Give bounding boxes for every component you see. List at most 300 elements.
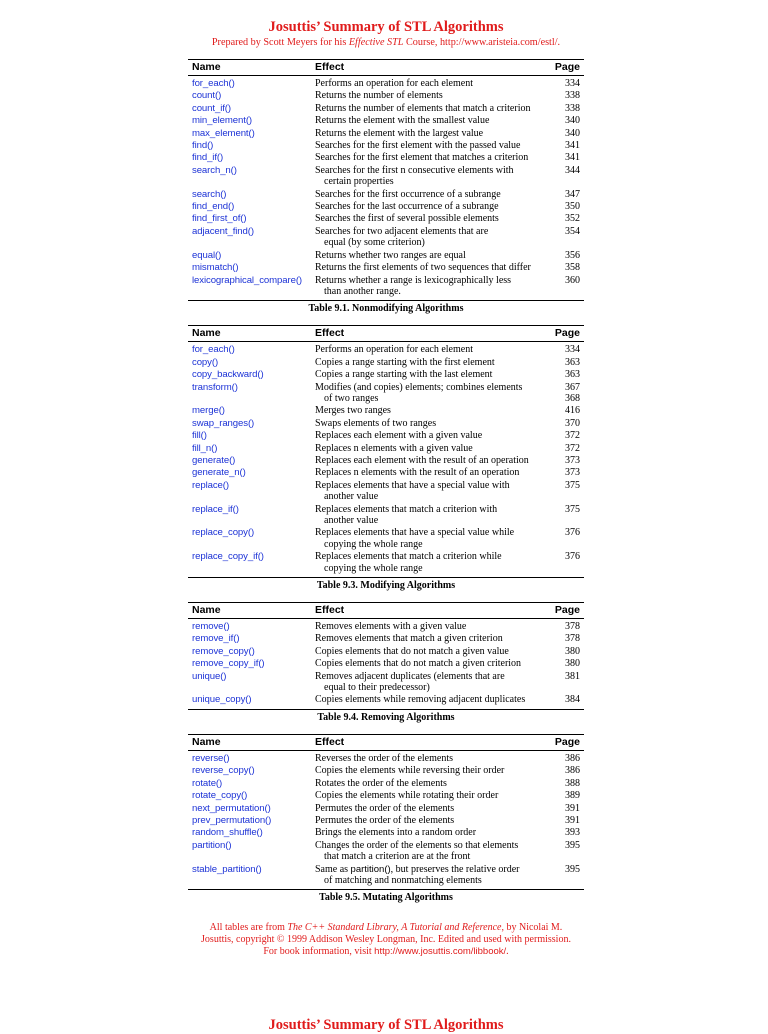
page-number: [550, 467, 584, 478]
page-number: [550, 262, 584, 273]
column-header-name: Name: [192, 61, 221, 73]
column-header-page: Page: [554, 735, 580, 748]
effect-text: Removes elements with a given value: [315, 621, 467, 633]
algorithm-effect: [315, 753, 550, 764]
page-number: [550, 152, 584, 163]
algorithm-name[interactable]: reverse(): [192, 752, 230, 764]
effect-text: Brings the elements into a random order: [315, 827, 477, 839]
algorithm-effect: [315, 504, 550, 527]
algorithm-name[interactable]: adjacent_find(): [192, 225, 254, 237]
algorithm-name[interactable]: find_if(): [192, 152, 224, 164]
page-number: [550, 480, 584, 503]
table-row: [188, 103, 584, 114]
page-number: [550, 165, 584, 188]
page-number: [550, 551, 584, 574]
page-number-value: 386: [565, 752, 580, 764]
algorithm-effect: [315, 827, 550, 838]
table-row: [188, 815, 584, 826]
page-number-value: 381: [565, 670, 580, 682]
page-number: [550, 864, 584, 887]
page-number-value: 416: [565, 405, 580, 417]
table-caption: Table 9.5. Mutating Algorithms: [319, 892, 453, 904]
algorithm-effect: [315, 840, 550, 863]
table-row: [188, 357, 584, 368]
algorithm-effect: [315, 262, 550, 273]
page-number-value: 372: [565, 430, 580, 442]
effect-text: Searches for the first element with the passed value: [315, 140, 521, 152]
effect-text: Searches for the last occurrence of a subrange: [315, 201, 499, 213]
page-number: [550, 790, 584, 801]
effect-text: Replaces n elements with a given value: [315, 442, 473, 454]
column-header-effect: Effect: [315, 604, 345, 617]
page-number-value: 338: [565, 90, 580, 102]
effect-text: Removes adjacent duplicates (elements that are: [315, 670, 505, 682]
page-number: [550, 128, 584, 139]
algorithm-name[interactable]: min_element(): [192, 115, 253, 127]
page-number: [550, 778, 584, 789]
algorithm-effect: [315, 455, 550, 466]
page-number-value: 378: [565, 633, 580, 645]
algorithm-name[interactable]: random_shuffle(): [192, 827, 263, 839]
table-row: [188, 382, 584, 405]
effect-text: Searches for the first element that matches a criterion: [315, 152, 529, 164]
effect-text: Performs an operation for each element: [315, 344, 473, 356]
effect-text-continuation: copying the whole range: [324, 538, 423, 550]
effect-text: Removes elements that match a given criterion: [315, 633, 503, 645]
page-number-value: 378: [565, 621, 580, 633]
table-row: [188, 753, 584, 764]
algorithm-effect: [315, 658, 550, 669]
page-number-value: 395: [565, 839, 580, 851]
table-row: [188, 165, 584, 188]
algorithm-effect: [315, 189, 550, 200]
table-row: [188, 778, 584, 789]
table-row: [188, 527, 584, 550]
page-number-value: 341: [565, 152, 580, 164]
algorithm-effect: [315, 864, 550, 887]
page-number-value: 373: [565, 467, 580, 479]
algorithm-effect: [315, 250, 550, 261]
algorithm-name[interactable]: copy_backward(): [192, 369, 264, 381]
algorithm-effect: [315, 405, 550, 416]
algorithm-table: [188, 325, 584, 592]
table-row: [188, 790, 584, 801]
table-caption: Table 9.4. Removing Algorithms: [317, 711, 455, 723]
algorithm-name[interactable]: max_element(): [192, 127, 255, 139]
effect-text: Replaces elements that have a special value with: [315, 479, 510, 491]
algorithm-name[interactable]: transform(): [192, 381, 238, 393]
table-row: [188, 480, 584, 503]
column-header-name: Name: [192, 735, 221, 748]
algorithm-effect: [315, 621, 550, 632]
column-header-effect: Effect: [315, 61, 345, 73]
algorithm-name[interactable]: replace_if(): [192, 503, 239, 515]
algorithm-effect: [315, 213, 550, 224]
algorithm-effect: [315, 790, 550, 801]
effect-text: Changes the order of the elements so that elements: [315, 839, 519, 851]
page-number-value: 360: [565, 274, 580, 286]
algorithm-effect: [315, 778, 550, 789]
algorithm-name[interactable]: generate_n(): [192, 467, 246, 479]
effect-text-continuation: equal (by some criterion): [324, 237, 425, 249]
page-number: [550, 803, 584, 814]
table-body: [188, 751, 584, 890]
page-number-value: 340: [565, 127, 580, 139]
table-row: [188, 467, 584, 478]
table-row: [188, 405, 584, 416]
table-row: [188, 765, 584, 776]
effect-text: Returns whether a range is lexicographically less: [315, 274, 512, 286]
effect-text-continuation: another value: [324, 491, 379, 503]
algorithm-effect: [315, 430, 550, 441]
effect-text: , but preserves the relative order: [390, 863, 520, 875]
page-number-value: 363: [565, 369, 580, 381]
page-number-value: 373: [565, 454, 580, 466]
effect-text: Reverses the order of the elements: [315, 752, 454, 764]
page-number-value: 334: [565, 344, 580, 356]
effect-text-continuation: of two ranges: [324, 392, 379, 404]
page-number: [550, 455, 584, 466]
footer-line-3-prefix: For book information, visit: [263, 946, 375, 958]
effect-text: Copies the elements while reversing their order: [315, 765, 505, 777]
page-number: [550, 213, 584, 224]
page-number-value: 393: [565, 827, 580, 839]
algorithm-name[interactable]: merge(): [192, 405, 225, 417]
page-number: [550, 840, 584, 863]
table-row: [188, 189, 584, 200]
algorithm-name[interactable]: remove_copy(): [192, 645, 255, 657]
algorithm-name[interactable]: replace_copy_if(): [192, 551, 264, 563]
column-header-name: Name: [192, 327, 221, 340]
table-header: [188, 325, 584, 342]
footer-line-3: [188, 946, 584, 958]
page-number: [550, 103, 584, 114]
page-number-value: 375: [565, 503, 580, 515]
page-number-value: 372: [565, 442, 580, 454]
algorithm-name[interactable]: equal(): [192, 249, 222, 261]
algorithm-name[interactable]: remove_copy_if(): [192, 658, 265, 670]
algorithm-effect: [315, 275, 550, 298]
effect-text-prefix: Same as: [315, 863, 351, 875]
effect-text-continuation: certain properties: [324, 176, 394, 188]
algorithm-name[interactable]: reverse_copy(): [192, 765, 255, 777]
page-number-value: 356: [565, 249, 580, 261]
algorithm-name[interactable]: unique(): [192, 670, 227, 682]
table-row: [188, 115, 584, 126]
document-footer: [188, 922, 584, 958]
effect-text: Replaces n elements with the result of an operation: [315, 467, 520, 479]
algorithm-name[interactable]: rotate(): [192, 777, 223, 789]
page-number-value: 388: [565, 777, 580, 789]
footer-line-1-suffix: , by Nicolai M.: [501, 922, 563, 934]
algorithm-name[interactable]: replace(): [192, 479, 229, 491]
subtitle-prefix: Prepared by Scott Meyers for his: [211, 37, 349, 48]
table-row: [188, 504, 584, 527]
effect-text: Returns the element with the smallest value: [315, 115, 490, 127]
page-number-value: 389: [565, 790, 580, 802]
table-row: [188, 840, 584, 863]
algorithm-name[interactable]: rotate_copy(): [192, 790, 248, 802]
next-page-title: Josuttis’ Summary of STL Algorithms: [268, 1017, 504, 1033]
column-header-page: Page: [554, 327, 580, 340]
algorithm-effect: [315, 467, 550, 478]
table-row: [188, 430, 584, 441]
page-number-value: 347: [565, 188, 580, 200]
column-header-effect: Effect: [315, 327, 345, 340]
algorithm-name[interactable]: swap_ranges(): [192, 417, 255, 429]
column-header-effect: Effect: [315, 735, 345, 748]
effect-text: Copies elements that do not match a given criterion: [315, 658, 522, 670]
algorithm-name[interactable]: next_permutation(): [192, 802, 271, 814]
table-row: [188, 344, 584, 355]
footer-book-link[interactable]: http://www.josuttis.com/libbook/: [374, 946, 507, 958]
table-row: [188, 226, 584, 249]
algorithm-effect: [315, 128, 550, 139]
table-row: [188, 621, 584, 632]
page-number: [550, 418, 584, 429]
page-number-value: 386: [565, 765, 580, 777]
table-row: [188, 262, 584, 273]
page-number: [550, 90, 584, 101]
table-header: [188, 59, 584, 76]
page-number: [550, 250, 584, 261]
page-number: [550, 405, 584, 416]
effect-text-continuation: that match a criterion are at the front: [324, 851, 471, 863]
algorithm-name[interactable]: prev_permutation(): [192, 814, 272, 826]
page-number-value: 384: [565, 694, 580, 706]
effect-text-continuation: of matching and nonmatching elements: [324, 874, 482, 886]
page-number: [550, 344, 584, 355]
effect-text: Modifies (and copies) elements; combines elements: [315, 381, 523, 393]
page-number: [550, 527, 584, 550]
page-number-value: 344: [565, 164, 580, 176]
algorithm-effect: [315, 201, 550, 212]
algorithm-name[interactable]: find_first_of(): [192, 213, 247, 225]
page-number-value: 376: [565, 551, 580, 563]
document-page: [188, 18, 584, 958]
page-number-value: 376: [565, 527, 580, 539]
table-body: [188, 76, 584, 301]
algorithm-effect: [315, 646, 550, 657]
page-number-value: 363: [565, 356, 580, 368]
algorithm-name[interactable]: copy(): [192, 356, 219, 368]
page-number: [550, 646, 584, 657]
table-row: [188, 671, 584, 694]
page-number: [550, 753, 584, 764]
table-body: [188, 342, 584, 578]
algorithm-name[interactable]: for_each(): [192, 344, 235, 356]
page-number: [550, 633, 584, 644]
page-number-value: 350: [565, 201, 580, 213]
algorithm-name[interactable]: remove(): [192, 621, 230, 633]
effect-text-continuation: than another range.: [324, 285, 401, 297]
page-number: [550, 430, 584, 441]
algorithm-name[interactable]: partition(): [192, 839, 232, 851]
algorithm-name[interactable]: lexicographical_compare(): [192, 274, 303, 286]
table-row: [188, 633, 584, 644]
page-number: [550, 765, 584, 776]
page-number-value: 380: [565, 658, 580, 670]
algorithm-name[interactable]: for_each(): [192, 78, 235, 89]
page-number-value: 367: [565, 381, 580, 393]
subtitle-suffix: Course, http://www.aristeia.com/estl/.: [403, 37, 561, 48]
effect-text: Copies the elements while rotating their order: [315, 790, 499, 802]
effect-text: Permutes the order of the elements: [315, 802, 455, 814]
algorithm-name[interactable]: stable_partition(): [192, 863, 262, 875]
table-header: [188, 602, 584, 619]
column-header-name: Name: [192, 604, 221, 617]
algorithm-effect: [315, 115, 550, 126]
page-number: [550, 226, 584, 249]
table-row: [188, 443, 584, 454]
page-number: [550, 357, 584, 368]
page-number: [550, 275, 584, 298]
table-row: [188, 152, 584, 163]
algorithm-effect: [315, 527, 550, 550]
table-row: [188, 140, 584, 151]
table-row: [188, 551, 584, 574]
table-row: [188, 864, 584, 887]
algorithm-effect: [315, 443, 550, 454]
table-caption: Table 9.1. Nonmodifying Algorithms: [308, 303, 464, 315]
effect-text: Replaces elements that have a special value while: [315, 527, 515, 539]
effect-text: Returns the number of elements that match a criterion: [315, 102, 531, 114]
algorithm-effect: [315, 140, 550, 151]
page-number-value: 352: [565, 213, 580, 225]
page-number: [550, 504, 584, 527]
table-row: [188, 369, 584, 380]
table-row: [188, 250, 584, 261]
page-number-value: 391: [565, 802, 580, 814]
algorithm-effect: [315, 815, 550, 826]
table-row: [188, 128, 584, 139]
algorithm-effect: [315, 165, 550, 188]
algorithm-name[interactable]: generate(): [192, 454, 236, 466]
page-number-value: 338: [565, 102, 580, 114]
algorithm-effect: [315, 803, 550, 814]
algorithm-name[interactable]: remove_if(): [192, 633, 240, 645]
algorithm-effect: [315, 78, 550, 89]
table-row: [188, 658, 584, 669]
algorithm-name[interactable]: search(): [192, 188, 227, 200]
effect-text: Searches the first of several possible elements: [315, 213, 499, 225]
algorithm-name[interactable]: replace_copy(): [192, 527, 255, 539]
effect-text: Performs an operation for each element: [315, 78, 473, 89]
algorithm-effect: [315, 671, 550, 694]
page-number: [550, 78, 584, 89]
algorithm-table: [188, 59, 584, 315]
page-number: [550, 827, 584, 838]
page-number: [550, 201, 584, 212]
page-number-value: 391: [565, 814, 580, 826]
table-row: [188, 803, 584, 814]
effect-text: Returns the number of elements: [315, 90, 443, 102]
effect-text: Searches for two adjacent elements that are: [315, 225, 489, 237]
algorithm-name[interactable]: mismatch(): [192, 262, 239, 274]
algorithm-name[interactable]: fill(): [192, 430, 207, 442]
column-header-page: Page: [554, 61, 580, 73]
effect-code-reference: partition(): [350, 863, 391, 875]
page-number-value: 370: [565, 417, 580, 429]
effect-text: Searches for the first occurrence of a subrange: [315, 188, 501, 200]
algorithm-name[interactable]: fill_n(): [192, 442, 218, 454]
effect-text: Returns the element with the largest value: [315, 127, 484, 139]
footer-line-1: [188, 922, 584, 934]
algorithm-effect: [315, 694, 550, 705]
column-header-page: Page: [554, 604, 580, 617]
effect-text: Replaces each element with a given value: [315, 430, 483, 442]
page-number-value: 334: [565, 78, 580, 89]
table-row: [188, 694, 584, 705]
page-number-value: 395: [565, 863, 580, 875]
algorithm-effect: [315, 480, 550, 503]
effect-text: Copies a range starting with the first element: [315, 356, 495, 368]
effect-text: Swaps elements of two ranges: [315, 417, 437, 429]
effect-text: Searches for the first n consecutive elements with: [315, 164, 514, 176]
algorithm-name[interactable]: search_n(): [192, 164, 237, 176]
table-row: [188, 201, 584, 212]
footer-line-2: Josuttis, copyright © 1999 Addison Wesley Longman, Inc. Edited and used with permission.: [201, 934, 571, 946]
tables-container: [188, 59, 584, 904]
effect-text: Returns the first elements of two sequences that differ: [315, 262, 531, 274]
table-row: [188, 90, 584, 101]
effect-text: Copies elements while removing adjacent duplicates: [315, 694, 526, 706]
effect-text: Replaces elements that match a criterion while: [315, 551, 502, 563]
table-body: [188, 619, 584, 710]
page-number-value: 341: [565, 140, 580, 152]
table-header: [188, 734, 584, 751]
algorithm-table: [188, 734, 584, 904]
algorithm-effect: [315, 226, 550, 249]
table-caption: Table 9.3. Modifying Algorithms: [316, 580, 456, 592]
footer-line-3-suffix: .: [506, 946, 509, 958]
page-number-value: 340: [565, 115, 580, 127]
page-number: [550, 443, 584, 454]
effect-text: Permutes the order of the elements: [315, 814, 455, 826]
effect-text: Returns whether two ranges are equal: [315, 249, 466, 261]
algorithm-name[interactable]: find_end(): [192, 201, 235, 213]
algorithm-effect: [315, 765, 550, 776]
page-number: [550, 694, 584, 705]
algorithm-name[interactable]: unique_copy(): [192, 694, 252, 706]
table-row: [188, 78, 584, 89]
effect-text: Replaces each element with the result of an operation: [315, 454, 529, 466]
table-row: [188, 827, 584, 838]
table-row: [188, 455, 584, 466]
algorithm-effect: [315, 344, 550, 355]
algorithm-effect: [315, 152, 550, 163]
page-number: [550, 115, 584, 126]
effect-text-continuation: equal to their predecessor): [324, 682, 430, 694]
effect-text-continuation: copying the whole range: [324, 562, 423, 574]
page-number-value: 380: [565, 645, 580, 657]
algorithm-table: [188, 602, 584, 724]
table-row: [188, 213, 584, 224]
page-number: [550, 621, 584, 632]
algorithm-effect: [315, 382, 550, 405]
footer-book-title: The C++ Standard Library, A Tutorial and Reference: [287, 922, 502, 934]
page-number: [550, 189, 584, 200]
page-number: [550, 658, 584, 669]
algorithm-effect: [315, 369, 550, 380]
page-number: [550, 369, 584, 380]
algorithm-name[interactable]: count(): [192, 90, 222, 102]
effect-text: Merges two ranges: [315, 405, 391, 417]
effect-text: Replaces elements that match a criterion with: [315, 503, 498, 515]
algorithm-name[interactable]: count_if(): [192, 102, 231, 114]
algorithm-name[interactable]: find(): [192, 140, 214, 152]
table-row: [188, 418, 584, 429]
